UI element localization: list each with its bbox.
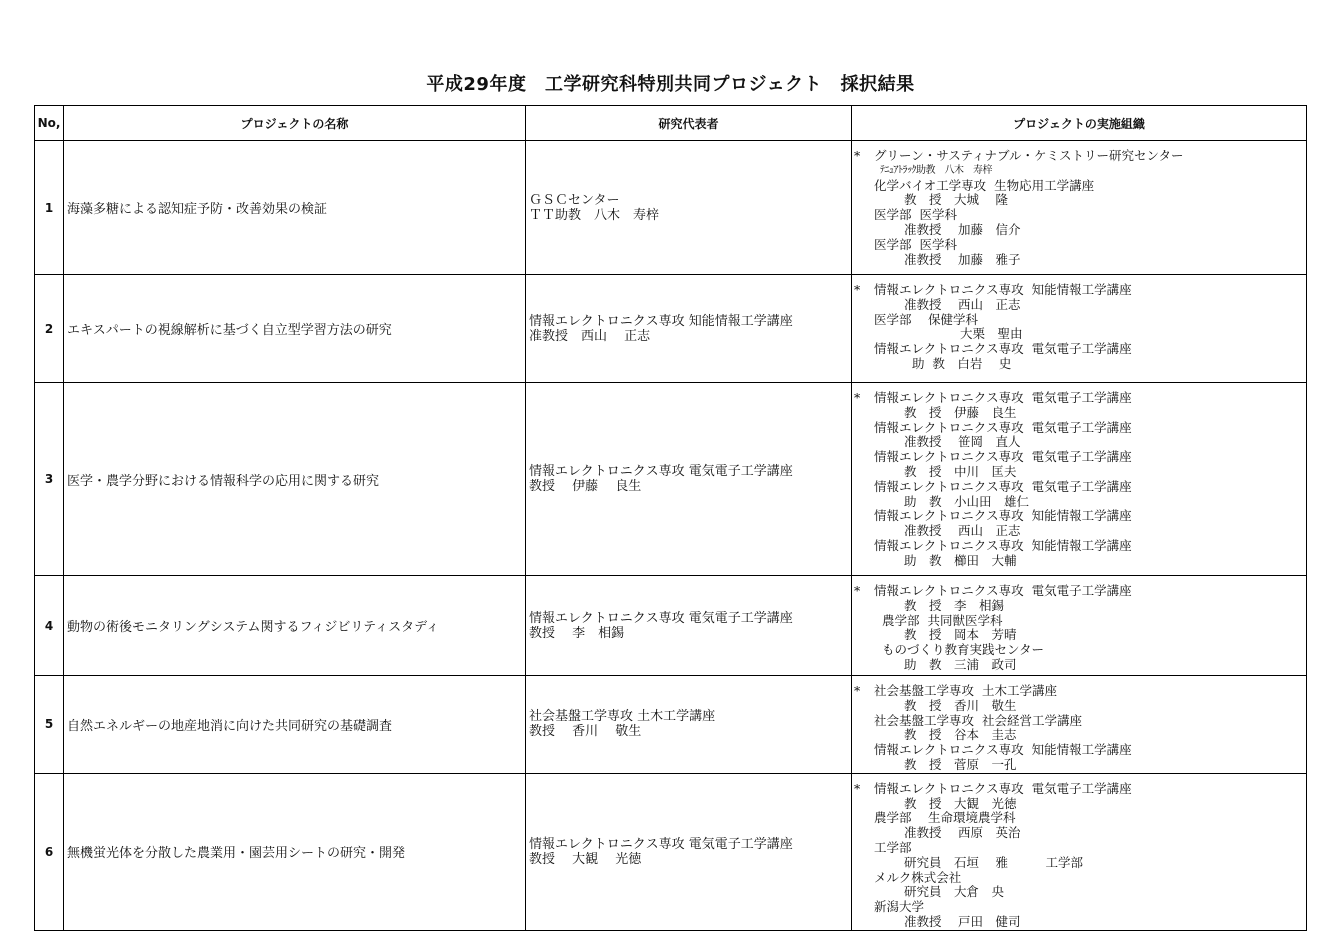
- organization-text: 医学部 医学科: [874, 236, 957, 252]
- organization-line: [854, 856, 1306, 871]
- organization-line: [854, 797, 1306, 812]
- organization-text: 准教授 笹岡 直人: [904, 434, 1021, 450]
- organization-text: 社会基盤工学専攻 土木工学講座: [874, 683, 1057, 698]
- organization-line: [854, 391, 1306, 406]
- organization-text: 情報エレクトロニクス専攻 電気電子工学講座: [874, 341, 1132, 357]
- organization-text: 研究員 大倉 央: [904, 884, 1005, 900]
- organization-text: 情報エレクトロニクス専攻 知能情報工学講座: [874, 742, 1132, 758]
- organization-line: [854, 524, 1306, 539]
- organization-line: [854, 758, 1306, 773]
- organization-line: [854, 193, 1306, 208]
- organization-line: [854, 885, 1306, 900]
- representative-line: 教授 李 相錫: [529, 625, 625, 641]
- lead-marker: *: [854, 390, 861, 405]
- organization: [852, 576, 1307, 676]
- organization-text: 准教授 西山 正志: [904, 523, 1021, 539]
- organization-text: 准教授 加藤 雅子: [904, 251, 1021, 267]
- organization-line: [854, 554, 1306, 569]
- organization-line: [854, 253, 1306, 268]
- organization-text: 教 授 大観 光徳: [904, 795, 1017, 811]
- organization-line: [854, 223, 1306, 238]
- row-number: 5: [35, 676, 64, 774]
- representative-line: 教授 香川 敬生: [529, 724, 642, 740]
- organization-text: 准教授 西原 英治: [904, 825, 1021, 841]
- organization-text: ﾃﾆｭｱﾄﾗｯｸ助教 八木 寿梓: [880, 164, 992, 176]
- table-row: [35, 383, 1307, 576]
- organization-text: 医学部 医学科: [874, 207, 957, 223]
- organization-line: [854, 782, 1306, 797]
- project-name: 無機蛍光体を分散した農業用・園芸用シートの研究・開発: [64, 773, 526, 930]
- organization-line: [854, 164, 1306, 179]
- organization-text: 情報エレクトロニクス専攻 電気電子工学講座: [874, 390, 1132, 405]
- organization-line: [854, 684, 1306, 699]
- organization-text: 助 教 白岩 史: [904, 355, 1012, 371]
- organization-line: [854, 871, 1306, 886]
- representative-line: 情報エレクトロニクス専攻 電気電子工学講座: [529, 610, 793, 626]
- lead-marker: *: [854, 148, 861, 163]
- organization-line: [854, 480, 1306, 495]
- organization-line: [854, 743, 1306, 758]
- organization: [852, 275, 1307, 383]
- organization-line: [854, 728, 1306, 743]
- organization-line: [854, 584, 1306, 599]
- organization-text: 化学バイオ工学専攻 生物応用工学講座: [874, 177, 1095, 193]
- organization-text: 教 授 菅原 一孔: [904, 756, 1017, 772]
- organization-text: 情報エレクトロニクス専攻 電気電子工学講座: [874, 419, 1132, 435]
- organization: [852, 676, 1307, 774]
- organization-text: ものづくり教育実践センター: [882, 642, 1045, 658]
- organization-line: [854, 342, 1306, 357]
- organization-text: 情報エレクトロニクス専攻 電気電子工学講座: [874, 583, 1132, 598]
- organization-line: [854, 915, 1306, 930]
- results-table: [34, 105, 1307, 931]
- organization-line: [854, 298, 1306, 313]
- representative: [526, 676, 852, 774]
- organization-line: [854, 179, 1306, 194]
- representative: [526, 773, 852, 930]
- organization-text: 情報エレクトロニクス専攻 電気電子工学講座: [874, 780, 1132, 796]
- organization-text: メルク株式会社: [874, 869, 962, 885]
- organization: [852, 383, 1307, 576]
- organization-text: 新潟大学: [874, 899, 925, 915]
- table-row: [35, 576, 1307, 676]
- representative: [526, 383, 852, 576]
- representative-line: 情報エレクトロニクス専攻 知能情報工学講座: [529, 313, 793, 329]
- row-number: 4: [35, 576, 64, 676]
- row-number: 6: [35, 773, 64, 930]
- header-organization: プロジェクトの実施組織: [852, 106, 1307, 141]
- organization-line: [854, 628, 1306, 643]
- table-row: [35, 141, 1307, 275]
- organization: [852, 141, 1307, 275]
- representative-line: 社会基盤工学専攻 土木工学講座: [529, 709, 716, 725]
- organization-text: 農学部 共同獣医学科: [882, 612, 1003, 628]
- organization-line: [854, 900, 1306, 915]
- organization-line: [854, 643, 1306, 658]
- organization-line: [854, 421, 1306, 436]
- organization-text: 准教授 戸田 健司: [904, 913, 1021, 929]
- organization-text: 教 授 伊藤 良生: [904, 404, 1017, 420]
- representative-line: 教授 伊藤 良生: [529, 479, 642, 494]
- project-name: 自然エネルギーの地産地消に向けた共同研究の基礎調査: [64, 676, 526, 774]
- organization-text: 助 教 小山田 雄仁: [904, 493, 1030, 509]
- lead-marker: *: [854, 780, 861, 796]
- organization-text: 研究員 石垣 雅 工学部: [904, 854, 1083, 870]
- representative-line: ＴＴ助教 八木 寿梓: [529, 207, 660, 223]
- representative-line: 教授 大観 光徳: [529, 851, 642, 867]
- organization-line: [854, 149, 1306, 164]
- organization-text: 教 授 谷本 圭志: [904, 727, 1017, 743]
- header-representative: 研究代表者: [526, 106, 852, 141]
- organization-text: 社会基盤工学専攻 社会経営工学講座: [874, 712, 1082, 728]
- organization-line: [854, 841, 1306, 856]
- organization-line: [854, 614, 1306, 629]
- organization-line: [854, 283, 1306, 298]
- organization-line: [854, 357, 1306, 372]
- organization-text: 情報エレクトロニクス専攻 電気電子工学講座: [874, 449, 1132, 465]
- organization-line: [854, 313, 1306, 328]
- table-row: [35, 676, 1307, 774]
- organization-line: [854, 406, 1306, 421]
- representative-line: 准教授 西山 正志: [529, 328, 651, 344]
- organization-line: [854, 699, 1306, 714]
- organization-text: 教 授 大城 隆: [904, 192, 1008, 208]
- page-title: 平成29年度 工学研究科特別共同プロジェクト 採択結果: [426, 74, 915, 95]
- organization-line: [854, 714, 1306, 729]
- organization-line: [854, 658, 1306, 673]
- row-number: 2: [35, 275, 64, 383]
- organization-text: 教 授 香川 敬生: [904, 697, 1017, 713]
- table-header-row: [35, 106, 1307, 141]
- organization-text: 教 授 李 相錫: [904, 597, 1005, 613]
- organization-line: [854, 450, 1306, 465]
- organization-text: 教 授 岡本 芳晴: [904, 627, 1017, 643]
- organization-line: [854, 826, 1306, 841]
- organization-line: [854, 435, 1306, 450]
- representative: [526, 576, 852, 676]
- organization-text: 大栗 聖由: [960, 326, 1023, 342]
- organization-text: 准教授 加藤 信介: [904, 221, 1021, 237]
- organization-text: 農学部 生命環境農学科: [874, 810, 1016, 826]
- organization-line: [854, 327, 1306, 342]
- organization-line: [854, 539, 1306, 554]
- organization-text: 准教授 西山 正志: [904, 296, 1021, 312]
- organization-line: [854, 238, 1306, 253]
- project-name: 動物の術後モニタリングシステム関するフィジビリティスタディ: [64, 576, 526, 676]
- organization-line: [854, 509, 1306, 524]
- row-number: 1: [35, 141, 64, 275]
- representative: [526, 141, 852, 275]
- organization-line: [854, 465, 1306, 480]
- project-name: 海藻多糖による認知症予防・改善効果の検証: [64, 141, 526, 275]
- organization-line: [854, 811, 1306, 826]
- organization-text: 工学部: [874, 839, 912, 855]
- lead-marker: *: [854, 583, 861, 598]
- table-row: [35, 275, 1307, 383]
- table-row: [35, 773, 1307, 930]
- organization-text: 情報エレクトロニクス専攻 知能情報工学講座: [874, 508, 1132, 524]
- organization-text: 助 教 三浦 政司: [904, 656, 1017, 672]
- organization-text: 情報エレクトロニクス専攻 電気電子工学講座: [874, 478, 1132, 494]
- representative-line: 情報エレクトロニクス専攻 電気電子工学講座: [529, 464, 793, 479]
- lead-marker: *: [854, 282, 861, 297]
- project-name: エキスパートの視線解析に基づく自立型学習方法の研究: [64, 275, 526, 383]
- project-name: 医学・農学分野における情報科学の応用に関する研究: [64, 383, 526, 576]
- organization-text: 助 教 櫛田 大輔: [904, 552, 1017, 568]
- organization-text: 教 授 中川 匡夫: [904, 463, 1017, 479]
- representative-line: 情報エレクトロニクス専攻 電気電子工学講座: [529, 836, 793, 852]
- representative: [526, 275, 852, 383]
- row-number: 3: [35, 383, 64, 576]
- representative-line: ＧＳＣセンター: [529, 192, 620, 208]
- organization-line: [854, 495, 1306, 510]
- organization-line: [854, 208, 1306, 223]
- header-project-name: プロジェクトの名称: [64, 106, 526, 141]
- lead-marker: *: [854, 683, 861, 698]
- organization-text: 情報エレクトロニクス専攻 知能情報工学講座: [874, 537, 1132, 553]
- header-no: No,: [35, 106, 64, 141]
- organization-text: 医学部 保健学科: [874, 311, 978, 327]
- organization-text: 情報エレクトロニクス専攻 知能情報工学講座: [874, 282, 1132, 297]
- organization: [852, 773, 1307, 930]
- organization-text: グリーン・サスティナブル・ケミストリー研究センター: [874, 148, 1184, 163]
- organization-line: [854, 599, 1306, 614]
